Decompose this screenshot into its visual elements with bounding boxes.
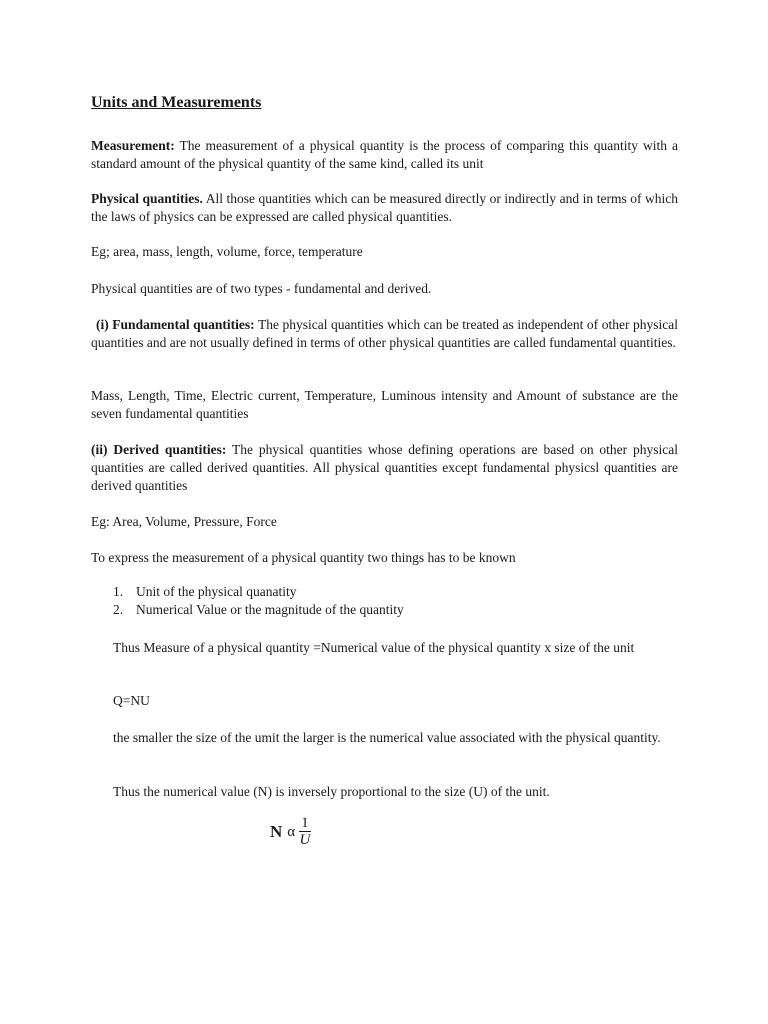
- page-title: Units and Measurements: [91, 94, 262, 111]
- term-physical-quantities: Physical quantities.: [91, 191, 203, 206]
- list-item-number: 2.: [113, 602, 124, 617]
- definition-derived: The physical quantities whose defining operations are based on other physical quantities are called derived quantities. All physical quantities except fundamental physicsl quantities are derived quantities: [91, 442, 678, 493]
- formula-fraction: [299, 815, 311, 848]
- proportionality-formula: [270, 815, 311, 848]
- paragraph-types: Physical quantities are of two types - fundamental and derived.: [91, 281, 432, 296]
- paragraph-measurement: [91, 137, 678, 173]
- definition-fundamental: The physical quantities which can be treated as independent of other physical quantities and are not usually defined in terms of other physical quantities are called fundamental quantities.: [91, 317, 678, 350]
- list-item: [113, 601, 404, 619]
- paragraph-express: To express the measurement of a physical quantity two things has to be known: [91, 550, 516, 565]
- requirements-list: [113, 583, 404, 619]
- list-item-number: 1.: [113, 584, 124, 599]
- formula-numerator: 1: [301, 815, 309, 831]
- term-fundamental: (i) Fundamental quantities:: [96, 317, 255, 332]
- list-item-text: Unit of the physical quanatity: [136, 584, 297, 599]
- list-item: [113, 583, 404, 601]
- equation-q-nu: Q=NU: [113, 693, 150, 708]
- formula-proportional-symbol: α: [287, 823, 296, 840]
- paragraph-inverse-proportion: Thus the numerical value (N) is inversely proportional to the size (U) of the unit.: [113, 784, 550, 799]
- definition-physical-quantities: All those quantities which can be measured directly or indirectly and in terms of which the laws of physics can be expressed are called physical quantities.: [91, 191, 678, 224]
- example-derived: Eg: Area, Volume, Pressure, Force: [91, 514, 277, 529]
- term-measurement: Measurement:: [91, 138, 175, 153]
- paragraph-physical-quantities: [91, 190, 678, 226]
- formula-denominator: U: [299, 832, 311, 848]
- list-item-text: Numerical Value or the magnitude of the quantity: [136, 602, 404, 617]
- definition-measurement: The measurement of a physical quantity is the process of comparing this quantity with a standard amount of the physical quantity of the same kind, called its unit: [91, 138, 678, 171]
- paragraph-fundamental: [91, 316, 678, 352]
- paragraph-smaller-unit: the smaller the size of the umit the larger is the numerical value associated with the physical quantity.: [113, 730, 661, 745]
- term-derived: (ii) Derived quantities:: [91, 442, 227, 457]
- paragraph-thus-measure: Thus Measure of a physical quantity =Numerical value of the physical quantity x size of the unit: [113, 640, 635, 655]
- paragraph-derived: [91, 441, 678, 495]
- formula-lhs: N: [270, 821, 283, 841]
- example-physical-quantities: Eg; area, mass, length, volume, force, temperature: [91, 244, 363, 259]
- paragraph-seven-fundamental: Mass, Length, Time, Electric current, Temperature, Luminous intensity and Amount of substance are the seven fundamental quantities: [91, 388, 678, 421]
